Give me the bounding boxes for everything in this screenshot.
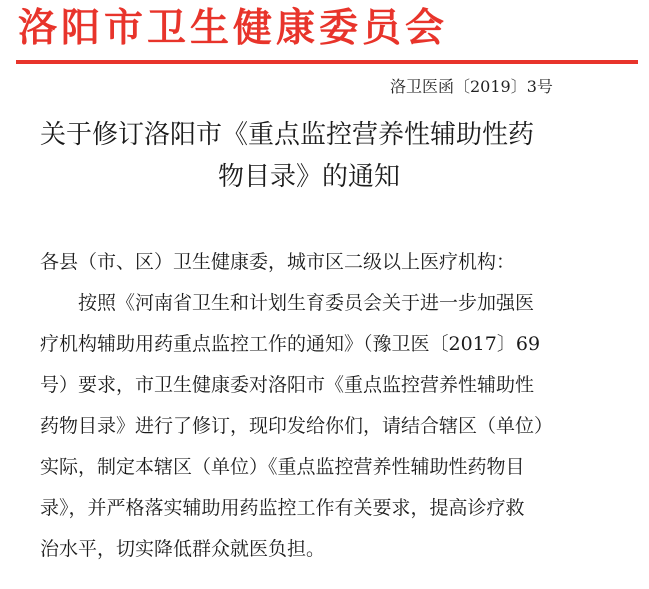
body-line: 治水平，切实降低群众就医负担。 <box>40 538 326 560</box>
body-line: 按照《河南省卫生和计划生育委员会关于进一步加强医 <box>78 292 535 314</box>
body-line: 实际，制定本辖区（单位）《重点监控营养性辅助性药物目 <box>40 456 525 478</box>
issuing-organization-header: 洛阳市卫生健康委员会 <box>18 5 449 51</box>
document-number: 洛卫医函〔2019〕3号 <box>390 77 553 96</box>
notice-title-line-2: 物目录》的通知 <box>218 162 401 192</box>
body-line: 药物目录》进行了修订，现印发给你们，请结合辖区（单位） <box>40 415 554 437</box>
body-line: 号）要求，市卫生健康委对洛阳市《重点监控营养性辅助性 <box>40 374 535 396</box>
body-line: 录》，并严格落实辅助用药监控工作有关要求，提高诊疗救 <box>40 497 525 519</box>
notice-title-line-1: 关于修订洛阳市《重点监控营养性辅助性药 <box>40 120 535 150</box>
body-line: 疗机构辅助用药重点监控工作的通知》（豫卫医〔2017〕69 <box>40 333 541 355</box>
red-header-rule <box>16 60 638 64</box>
salutation: 各县（市、区）卫生健康委，城市区二级以上医疗机构： <box>40 251 516 273</box>
